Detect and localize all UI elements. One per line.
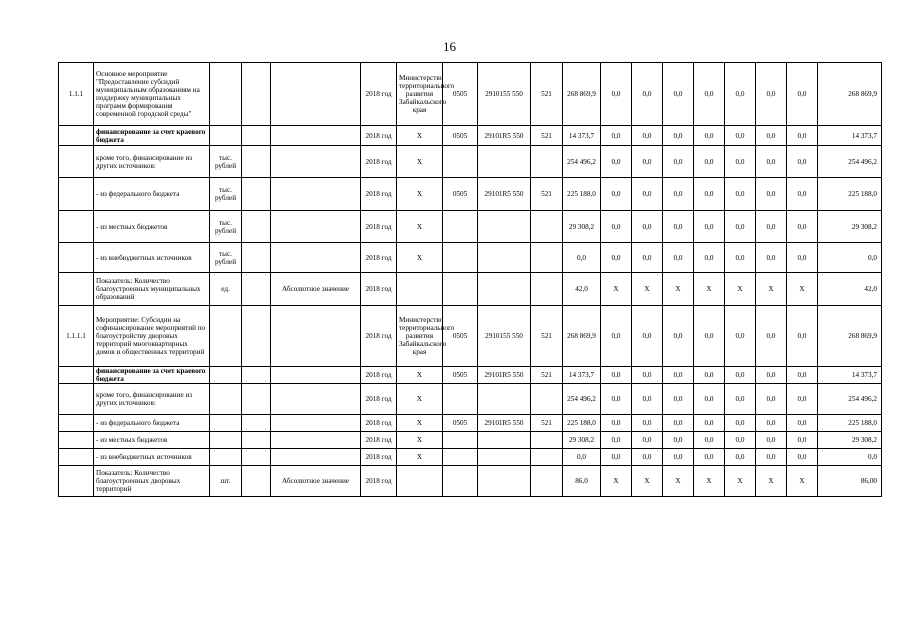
value-2018-cell: 29 308,2 <box>563 211 601 243</box>
year-value-cell: 0,0 <box>756 63 787 126</box>
method-cell <box>271 367 361 384</box>
year-value-cell: 0,0 <box>601 146 632 178</box>
year-value-cell: X <box>694 466 725 497</box>
row-number <box>59 384 94 415</box>
table-row <box>59 306 882 367</box>
year-value-cell: X <box>725 273 756 306</box>
row-name: Показатель: Количество благоустроенных дворовых территорий <box>94 466 210 497</box>
csr-cell <box>478 384 531 415</box>
empty-cell <box>242 273 271 306</box>
method-cell <box>271 432 361 449</box>
method-cell <box>271 384 361 415</box>
year-value-cell: 0,0 <box>756 178 787 211</box>
unit-cell: тыс. рублей <box>210 211 242 243</box>
year-cell: 2018 год <box>361 63 397 126</box>
row-name: - из федерального бюджета <box>94 178 210 211</box>
year-value-cell: 0,0 <box>756 126 787 146</box>
year-value-cell: 0,0 <box>694 384 725 415</box>
row-name: кроме того, финансирование из других источников: <box>94 384 210 415</box>
year-value-cell: 0,0 <box>601 306 632 367</box>
year-value-cell: 0,0 <box>601 367 632 384</box>
table-body <box>59 63 882 497</box>
year-value-cell: X <box>632 466 663 497</box>
executor-cell: Министерство территориального развития Забайкальского края <box>397 63 443 126</box>
value-2018-cell: 29 308,2 <box>563 432 601 449</box>
year-cell: 2018 год <box>361 449 397 466</box>
empty-cell <box>242 63 271 126</box>
year-value-cell: 0,0 <box>787 367 818 384</box>
year-value-cell: 0,0 <box>632 449 663 466</box>
year-value-cell: 0,0 <box>787 178 818 211</box>
year-value-cell: 0,0 <box>632 243 663 273</box>
csr-cell <box>478 449 531 466</box>
executor-cell: X <box>397 432 443 449</box>
table-row <box>59 178 882 211</box>
rz-cell <box>443 384 478 415</box>
vr-cell: 521 <box>531 306 563 367</box>
unit-cell <box>210 384 242 415</box>
year-value-cell: 0,0 <box>756 243 787 273</box>
year-value-cell: 0,0 <box>601 432 632 449</box>
year-value-cell: 0,0 <box>694 243 725 273</box>
row-name: - из федерального бюджета <box>94 415 210 432</box>
vr-cell <box>531 449 563 466</box>
csr-cell: 2910155 550 <box>478 306 531 367</box>
year-value-cell: 0,0 <box>725 306 756 367</box>
year-cell: 2018 год <box>361 146 397 178</box>
year-value-cell: 0,0 <box>725 63 756 126</box>
row-name: - из местных бюджетов <box>94 432 210 449</box>
total-cell: 86,00 <box>818 466 882 497</box>
unit-cell: тыс. рублей <box>210 146 242 178</box>
row-name: - из внебюджетных источников <box>94 243 210 273</box>
value-2018-cell: 254 496,2 <box>563 146 601 178</box>
year-cell: 2018 год <box>361 211 397 243</box>
total-cell: 254 496,2 <box>818 146 882 178</box>
executor-cell: X <box>397 211 443 243</box>
unit-cell <box>210 449 242 466</box>
rz-cell: 0505 <box>443 306 478 367</box>
year-value-cell: 0,0 <box>694 432 725 449</box>
total-cell: 0,0 <box>818 449 882 466</box>
empty-cell <box>242 449 271 466</box>
year-value-cell: 0,0 <box>756 306 787 367</box>
rz-cell: 0505 <box>443 126 478 146</box>
empty-cell <box>242 178 271 211</box>
csr-cell: 29101R5 550 <box>478 415 531 432</box>
executor-cell: X <box>397 415 443 432</box>
executor-cell: X <box>397 126 443 146</box>
row-number <box>59 415 94 432</box>
total-cell: 225 188,0 <box>818 178 882 211</box>
year-value-cell: 0,0 <box>756 432 787 449</box>
row-number <box>59 449 94 466</box>
year-value-cell: 0,0 <box>694 178 725 211</box>
year-value-cell: 0,0 <box>725 415 756 432</box>
method-cell <box>271 243 361 273</box>
vr-cell: 521 <box>531 63 563 126</box>
empty-cell <box>242 211 271 243</box>
year-value-cell: 0,0 <box>725 211 756 243</box>
year-value-cell: 0,0 <box>663 449 694 466</box>
year-value-cell: X <box>694 273 725 306</box>
total-cell: 0,0 <box>818 243 882 273</box>
row-number <box>59 466 94 497</box>
row-name: финансирование за счет краевого бюджета <box>94 126 210 146</box>
table-row <box>59 367 882 384</box>
value-2018-cell: 225 188,0 <box>563 415 601 432</box>
year-cell: 2018 год <box>361 126 397 146</box>
year-cell: 2018 год <box>361 432 397 449</box>
year-cell: 2018 год <box>361 466 397 497</box>
csr-cell: 29101R5 550 <box>478 367 531 384</box>
year-value-cell: 0,0 <box>601 243 632 273</box>
vr-cell <box>531 211 563 243</box>
vr-cell: 521 <box>531 178 563 211</box>
year-cell: 2018 год <box>361 306 397 367</box>
year-value-cell: 0,0 <box>787 306 818 367</box>
year-value-cell: 0,0 <box>663 367 694 384</box>
value-2018-cell: 42,0 <box>563 273 601 306</box>
row-name: Мероприятие: Субсидии на софинансирование мероприятий по благоустройству дворовых территорий многоквартирных домов и общественных территорий <box>94 306 210 367</box>
table-row <box>59 466 882 497</box>
rz-cell: 0505 <box>443 178 478 211</box>
unit-cell: ед. <box>210 273 242 306</box>
year-value-cell: 0,0 <box>632 211 663 243</box>
executor-cell: Министерство территориального развития Забайкальского края <box>397 306 443 367</box>
executor-cell: X <box>397 146 443 178</box>
year-value-cell: 0,0 <box>756 367 787 384</box>
year-value-cell: 0,0 <box>632 178 663 211</box>
value-2018-cell: 225 188,0 <box>563 178 601 211</box>
unit-cell: тыс. рублей <box>210 243 242 273</box>
year-value-cell: 0,0 <box>601 384 632 415</box>
year-value-cell: 0,0 <box>601 126 632 146</box>
row-number <box>59 273 94 306</box>
year-value-cell: 0,0 <box>787 146 818 178</box>
executor-cell: X <box>397 178 443 211</box>
year-value-cell: 0,0 <box>725 432 756 449</box>
row-number <box>59 367 94 384</box>
rz-cell <box>443 273 478 306</box>
year-value-cell: 0,0 <box>787 415 818 432</box>
executor-cell: X <box>397 367 443 384</box>
csr-cell <box>478 211 531 243</box>
year-value-cell: 0,0 <box>632 63 663 126</box>
rz-cell <box>443 449 478 466</box>
year-value-cell: 0,0 <box>663 63 694 126</box>
method-cell <box>271 146 361 178</box>
unit-cell <box>210 415 242 432</box>
table-row <box>59 415 882 432</box>
year-cell: 2018 год <box>361 415 397 432</box>
method-cell <box>271 415 361 432</box>
year-value-cell: 0,0 <box>787 449 818 466</box>
row-number <box>59 178 94 211</box>
method-cell: Абсолютное значение <box>271 273 361 306</box>
total-cell: 14 373,7 <box>818 367 882 384</box>
year-value-cell: 0,0 <box>632 432 663 449</box>
year-value-cell: 0,0 <box>632 146 663 178</box>
year-value-cell: 0,0 <box>756 146 787 178</box>
year-value-cell: 0,0 <box>756 384 787 415</box>
row-number <box>59 146 94 178</box>
row-name: Основное мероприятие "Предоставление субсидий муниципальным образованиям на поддержку муниципальных программ формирования современной городской среды" <box>94 63 210 126</box>
year-value-cell: 0,0 <box>725 367 756 384</box>
rz-cell <box>443 243 478 273</box>
method-cell <box>271 211 361 243</box>
row-name: Показатель: Количество благоустроенных муниципальных образований <box>94 273 210 306</box>
year-value-cell: 0,0 <box>725 449 756 466</box>
vr-cell <box>531 432 563 449</box>
year-value-cell: 0,0 <box>725 146 756 178</box>
year-value-cell: 0,0 <box>787 126 818 146</box>
csr-cell: 2910155 550 <box>478 63 531 126</box>
csr-cell <box>478 243 531 273</box>
year-value-cell: 0,0 <box>632 384 663 415</box>
total-cell: 254 496,2 <box>818 384 882 415</box>
year-cell: 2018 год <box>361 273 397 306</box>
table-row <box>59 384 882 415</box>
empty-cell <box>242 415 271 432</box>
empty-cell <box>242 466 271 497</box>
row-number <box>59 126 94 146</box>
unit-cell <box>210 432 242 449</box>
rz-cell: 0505 <box>443 415 478 432</box>
method-cell <box>271 126 361 146</box>
year-value-cell: 0,0 <box>694 367 725 384</box>
year-value-cell: 0,0 <box>725 178 756 211</box>
row-name: кроме того, финансирование из других источников: <box>94 146 210 178</box>
executor-cell <box>397 273 443 306</box>
empty-cell <box>242 367 271 384</box>
year-value-cell: 0,0 <box>632 367 663 384</box>
empty-cell <box>242 384 271 415</box>
row-number <box>59 432 94 449</box>
year-value-cell: 0,0 <box>663 126 694 146</box>
year-value-cell: 0,0 <box>787 211 818 243</box>
table-row <box>59 243 882 273</box>
year-value-cell: 0,0 <box>663 306 694 367</box>
year-value-cell: 0,0 <box>663 432 694 449</box>
method-cell <box>271 306 361 367</box>
year-value-cell: 0,0 <box>694 211 725 243</box>
row-number: 1.1.1.1 <box>59 306 94 367</box>
year-value-cell: X <box>601 273 632 306</box>
csr-cell: 29101R5 550 <box>478 126 531 146</box>
value-2018-cell: 14 373,7 <box>563 367 601 384</box>
csr-cell <box>478 146 531 178</box>
year-value-cell: 0,0 <box>694 449 725 466</box>
rz-cell <box>443 146 478 178</box>
year-value-cell: 0,0 <box>694 306 725 367</box>
unit-cell <box>210 126 242 146</box>
csr-cell: 29101R5 550 <box>478 178 531 211</box>
total-cell: 29 308,2 <box>818 211 882 243</box>
total-cell: 268 869,9 <box>818 63 882 126</box>
row-name: финансирование за счет краевого бюджета <box>94 367 210 384</box>
vr-cell <box>531 146 563 178</box>
rz-cell: 0505 <box>443 367 478 384</box>
year-value-cell: X <box>601 466 632 497</box>
value-2018-cell: 0,0 <box>563 243 601 273</box>
row-name: - из местных бюджетов <box>94 211 210 243</box>
year-value-cell: 0,0 <box>632 306 663 367</box>
year-value-cell: X <box>756 466 787 497</box>
value-2018-cell: 14 373,7 <box>563 126 601 146</box>
row-number <box>59 243 94 273</box>
year-value-cell: 0,0 <box>632 415 663 432</box>
year-value-cell: 0,0 <box>601 178 632 211</box>
csr-cell <box>478 273 531 306</box>
vr-cell: 521 <box>531 126 563 146</box>
year-value-cell: 0,0 <box>787 243 818 273</box>
table-row <box>59 146 882 178</box>
year-value-cell: 0,0 <box>601 63 632 126</box>
rz-cell <box>443 466 478 497</box>
empty-cell <box>242 432 271 449</box>
vr-cell: 521 <box>531 367 563 384</box>
year-value-cell: 0,0 <box>663 211 694 243</box>
rz-cell <box>443 211 478 243</box>
year-value-cell: 0,0 <box>756 415 787 432</box>
table-row <box>59 432 882 449</box>
year-value-cell: 0,0 <box>694 63 725 126</box>
year-value-cell: 0,0 <box>725 243 756 273</box>
year-value-cell: 0,0 <box>663 384 694 415</box>
table-row <box>59 126 882 146</box>
csr-cell <box>478 432 531 449</box>
row-name: - из внебюджетных источников <box>94 449 210 466</box>
year-value-cell: 0,0 <box>756 449 787 466</box>
unit-cell <box>210 306 242 367</box>
rz-cell: 0505 <box>443 63 478 126</box>
unit-cell: тыс. рублей <box>210 178 242 211</box>
page-number: 16 <box>443 39 456 54</box>
row-number <box>59 211 94 243</box>
year-value-cell: X <box>725 466 756 497</box>
year-value-cell: 0,0 <box>663 243 694 273</box>
value-2018-cell: 268 869,9 <box>563 306 601 367</box>
year-value-cell: 0,0 <box>787 63 818 126</box>
program-table <box>58 62 882 497</box>
year-value-cell: 0,0 <box>787 384 818 415</box>
row-number: 1.1.1 <box>59 63 94 126</box>
year-value-cell: 0,0 <box>601 415 632 432</box>
method-cell <box>271 178 361 211</box>
year-value-cell: 0,0 <box>787 432 818 449</box>
csr-cell <box>478 466 531 497</box>
method-cell <box>271 449 361 466</box>
vr-cell <box>531 384 563 415</box>
year-value-cell: 0,0 <box>694 146 725 178</box>
value-2018-cell: 86,0 <box>563 466 601 497</box>
year-value-cell: 0,0 <box>725 126 756 146</box>
empty-cell <box>242 243 271 273</box>
year-cell: 2018 год <box>361 367 397 384</box>
vr-cell <box>531 273 563 306</box>
rz-cell <box>443 432 478 449</box>
year-cell: 2018 год <box>361 243 397 273</box>
unit-cell <box>210 367 242 384</box>
empty-cell <box>242 126 271 146</box>
year-cell: 2018 год <box>361 178 397 211</box>
total-cell: 29 308,2 <box>818 432 882 449</box>
year-value-cell: 0,0 <box>601 449 632 466</box>
year-value-cell: 0,0 <box>601 211 632 243</box>
table-row <box>59 211 882 243</box>
unit-cell <box>210 63 242 126</box>
empty-cell <box>242 146 271 178</box>
vr-cell: 521 <box>531 415 563 432</box>
table-row <box>59 63 882 126</box>
year-value-cell: 0,0 <box>663 178 694 211</box>
total-cell: 42,0 <box>818 273 882 306</box>
year-cell: 2018 год <box>361 384 397 415</box>
year-value-cell: 0,0 <box>663 146 694 178</box>
total-cell: 14 373,7 <box>818 126 882 146</box>
executor-cell: X <box>397 243 443 273</box>
year-value-cell: 0,0 <box>663 415 694 432</box>
executor-cell: X <box>397 384 443 415</box>
table-row <box>59 273 882 306</box>
year-value-cell: 0,0 <box>694 415 725 432</box>
value-2018-cell: 0,0 <box>563 449 601 466</box>
empty-cell <box>242 306 271 367</box>
method-cell <box>271 63 361 126</box>
total-cell: 225 188,0 <box>818 415 882 432</box>
year-value-cell: X <box>756 273 787 306</box>
year-value-cell: X <box>787 273 818 306</box>
year-value-cell: X <box>787 466 818 497</box>
year-value-cell: 0,0 <box>756 211 787 243</box>
vr-cell <box>531 243 563 273</box>
year-value-cell: X <box>663 273 694 306</box>
method-cell: Абсолютное значение <box>271 466 361 497</box>
year-value-cell: X <box>632 273 663 306</box>
value-2018-cell: 254 496,2 <box>563 384 601 415</box>
unit-cell: шт. <box>210 466 242 497</box>
year-value-cell: X <box>663 466 694 497</box>
table-row <box>59 449 882 466</box>
executor-cell: X <box>397 449 443 466</box>
year-value-cell: 0,0 <box>632 126 663 146</box>
total-cell: 268 869,9 <box>818 306 882 367</box>
vr-cell <box>531 466 563 497</box>
year-value-cell: 0,0 <box>694 126 725 146</box>
value-2018-cell: 268 869,9 <box>563 63 601 126</box>
year-value-cell: 0,0 <box>725 384 756 415</box>
executor-cell <box>397 466 443 497</box>
